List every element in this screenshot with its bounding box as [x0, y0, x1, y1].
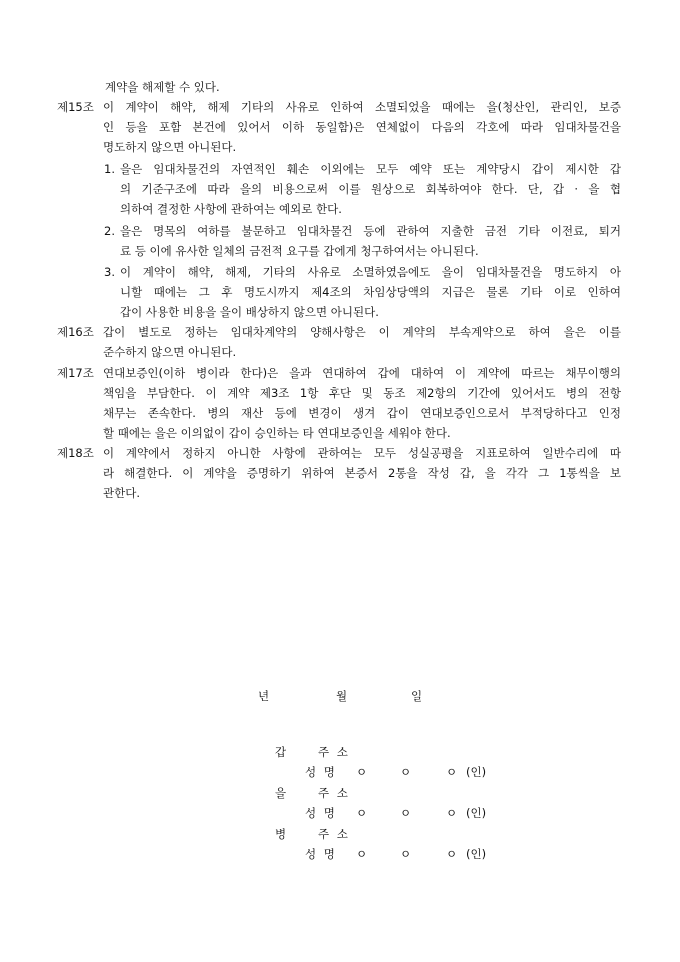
- article-15-item-2-number: 2.: [104, 224, 115, 238]
- date-month: 월: [336, 689, 348, 703]
- article-17-line-4: 할 때에는 을은 이의없이 갑이 승인하는 타 연대보증인을 세워야 한다.: [103, 426, 451, 440]
- party-byeong-name-label: 성 명: [305, 847, 337, 861]
- date-year: 년: [258, 689, 270, 703]
- article-15-item-3-number: 3.: [104, 265, 115, 279]
- intro-continuation: 계약을 해제할 수 있다.: [105, 80, 220, 94]
- article-15-item-1-number: 1.: [104, 162, 115, 176]
- article-15-item-3-line-3: 갑이 사용한 비용을 을이 배상하지 않으면 아니된다.: [120, 305, 379, 319]
- party-byeong-mark-3: ㅇ: [446, 847, 458, 861]
- party-eul-mark-2: ㅇ: [400, 806, 412, 820]
- article-15-item-2-line-2: 료 등 이에 유사한 일체의 금전적 요구를 갑에게 청구하여서는 아니된다.: [120, 244, 479, 258]
- party-gap-name-label: 성 명: [305, 765, 337, 779]
- article-16-number: 제16조: [57, 325, 94, 339]
- party-byeong-seal: (인): [466, 847, 487, 861]
- party-eul-mark-3: ㅇ: [446, 806, 458, 820]
- party-byeong-mark-2: ㅇ: [400, 847, 412, 861]
- party-gap-seal: (인): [466, 765, 487, 779]
- article-15-item-3-line-2: 니할 때에는 그 후 명도시까지 제4조의 차임상당액의 지급은 물론 기타 이로 인하여: [120, 285, 621, 299]
- article-15-number: 제15조: [57, 100, 94, 114]
- party-gap-address-label: 주 소: [318, 745, 350, 759]
- article-17-number: 제17조: [57, 366, 94, 380]
- party-gap-role: 갑: [275, 745, 287, 759]
- article-17-line-2: 책임을 부담한다. 이 계약 제3조 1항 후단 및 동조 제2항의 기간에 있어서도 병의 전항: [103, 386, 621, 400]
- party-eul-seal: (인): [466, 806, 487, 820]
- party-eul-name-label: 성 명: [305, 806, 337, 820]
- article-18-line-2: 라 해결한다. 이 계약을 증명하기 위하여 본증서 2통을 작성 갑, 을 각각 그 1통씩을 보: [103, 466, 621, 480]
- article-17-line-1: 연대보증인(이하 병이라 한다)은 을과 연대하여 갑에 대하여 이 계약에 따르는 채무이행의: [103, 366, 621, 380]
- article-15-line-3: 명도하지 않으면 아니된다.: [103, 140, 237, 154]
- article-16-line-1: 갑이 별도로 정하는 임대차계약의 양해사항은 이 계약의 부속계약으로 하여 을은 이를: [103, 325, 621, 339]
- party-gap-mark-2: ㅇ: [400, 765, 412, 779]
- article-15-item-2-line-1: 을은 명목의 여하를 불문하고 임대차물건 등에 관하여 지출한 금전 기타 이전료, 퇴거: [120, 224, 621, 238]
- article-15-line-2: 인 등을 포함 본건에 있어서 이하 동일함)은 연체없이 다음의 각호에 따라 임대차물건을: [103, 120, 621, 134]
- article-17-line-3: 채무는 존속한다. 병의 재산 등에 변경이 생겨 갑이 연대보증인으로서 부적당하다고 인정: [103, 406, 621, 420]
- article-15-item-3-line-1: 이 계약이 해약, 해제, 기타의 사유로 소멸하였음에도 을이 임대차물건을 명도하지 아: [120, 265, 621, 279]
- article-15-item-1-line-3: 의하여 결정한 사항에 관하여는 예외로 한다.: [120, 202, 342, 216]
- article-18-number: 제18조: [57, 446, 94, 460]
- date-day: 일: [411, 689, 423, 703]
- party-eul-mark-1: ㅇ: [356, 806, 368, 820]
- party-byeong-mark-1: ㅇ: [356, 847, 368, 861]
- article-15-line-1: 이 계약이 해약, 해제 기타의 사유로 인하여 소멸되었을 때에는 을(청산인, 관리인, 보증: [103, 100, 621, 114]
- party-gap-mark-3: ㅇ: [446, 765, 458, 779]
- article-18-line-3: 관한다.: [103, 486, 140, 500]
- party-eul-role: 을: [275, 786, 287, 800]
- article-15-item-1-line-2: 의 기준구조에 따라 을의 비용으로써 이를 원상으로 회복하여야 한다. 단, 갑 · 을 협: [120, 182, 621, 196]
- party-byeong-address-label: 주 소: [318, 827, 350, 841]
- party-eul-address-label: 주 소: [318, 786, 350, 800]
- party-byeong-role: 병: [275, 827, 287, 841]
- article-15-item-1-line-1: 을은 임대차물건의 자연적인 훼손 이외에는 모두 예약 또는 계약당시 갑이 제시한 갑: [120, 162, 621, 176]
- party-gap-mark-1: ㅇ: [356, 765, 368, 779]
- article-18-line-1: 이 계약에서 정하지 아니한 사항에 관하여는 모두 성실공평을 지표로하여 일반수리에 따: [103, 446, 621, 460]
- article-16-line-2: 준수하지 않으면 아니된다.: [103, 345, 237, 359]
